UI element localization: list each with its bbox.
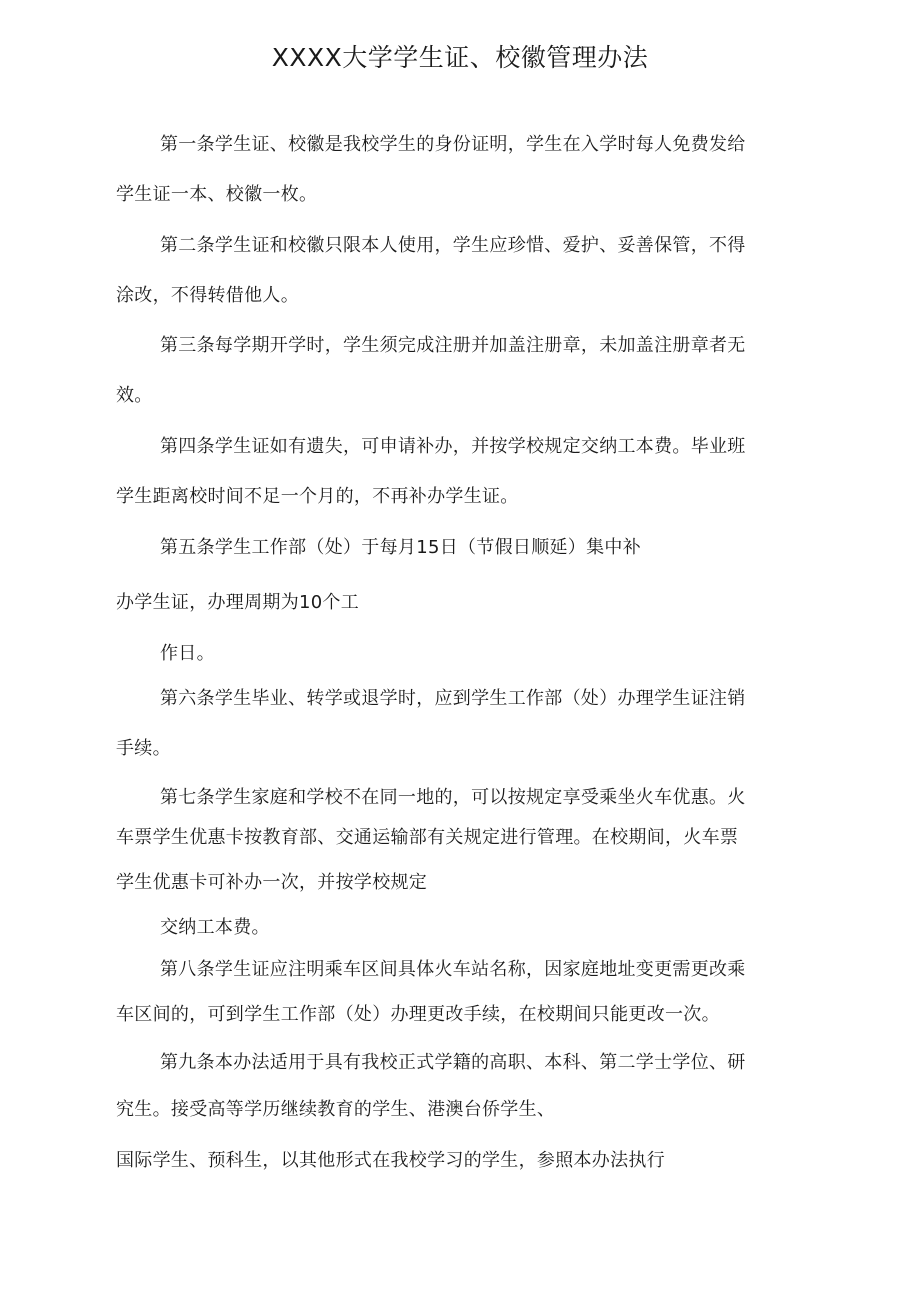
article-7-line-1: 第七条学生家庭和学校不在同一地的，可以按规定享受乘坐火车优惠。火	[160, 787, 746, 808]
article-3-line-2: 效。	[116, 385, 153, 406]
article-4-line-1: 第四条学生证如有遗失，可申请补办，并按学校规定交纳工本费。毕业班	[160, 436, 746, 457]
article-1-line-1: 第一条学生证、校徽是我校学生的身份证明，学生在入学时每人免费发给	[160, 134, 746, 155]
article-7-line-3: 学生优惠卡可补办一次，并按学校规定	[116, 872, 428, 893]
article-6-line-2: 手续。	[116, 738, 171, 759]
article-9-line-3: 国际学生、预科生，以其他形式在我校学习的学生，参照本办法执行	[116, 1150, 665, 1171]
article-8-line-2: 车区间的，可到学生工作部（处）办理更改手续，在校期间只能更改一次。	[116, 1004, 720, 1025]
article-1-line-2: 学生证一本、校徽一枚。	[116, 184, 318, 205]
document-title: XXXX大学学生证、校徽管理办法	[271, 43, 649, 72]
article-5-line-2: 办学生证，办理周期为10个工	[116, 592, 360, 613]
article-9-line-2: 究生。接受高等学历继续教育的学生、港澳台侨学生、	[116, 1099, 556, 1120]
article-5-line-1: 第五条学生工作部（处）于每月15日（节假日顺延）集中补	[160, 537, 642, 558]
article-9-line-1: 第九条本办法适用于具有我校正式学籍的高职、本科、第二学士学位、研	[160, 1052, 746, 1073]
article-8-line-1: 第八条学生证应注明乘车区间具体火车站名称，因家庭地址变更需更改乘	[160, 959, 746, 980]
article-5-line-3: 作日。	[160, 643, 215, 664]
article-7-line-2: 车票学生优惠卡按教育部、交通运输部有关规定进行管理。在校期间，火车票	[116, 827, 739, 848]
article-3-line-1: 第三条每学期开学时，学生须完成注册并加盖注册章，未加盖注册章者无	[160, 335, 746, 356]
article-6-line-1: 第六条学生毕业、转学或退学时，应到学生工作部（处）办理学生证注销	[160, 688, 746, 709]
article-2-line-1: 第二条学生证和校徽只限本人使用，学生应珍惜、爱护、妥善保管，不得	[160, 235, 746, 256]
article-4-line-2: 学生距离校时间不足一个月的，不再补办学生证。	[116, 486, 519, 507]
article-2-line-2: 涂改，不得转借他人。	[116, 285, 299, 306]
article-7-line-4: 交纳工本费。	[160, 917, 270, 938]
